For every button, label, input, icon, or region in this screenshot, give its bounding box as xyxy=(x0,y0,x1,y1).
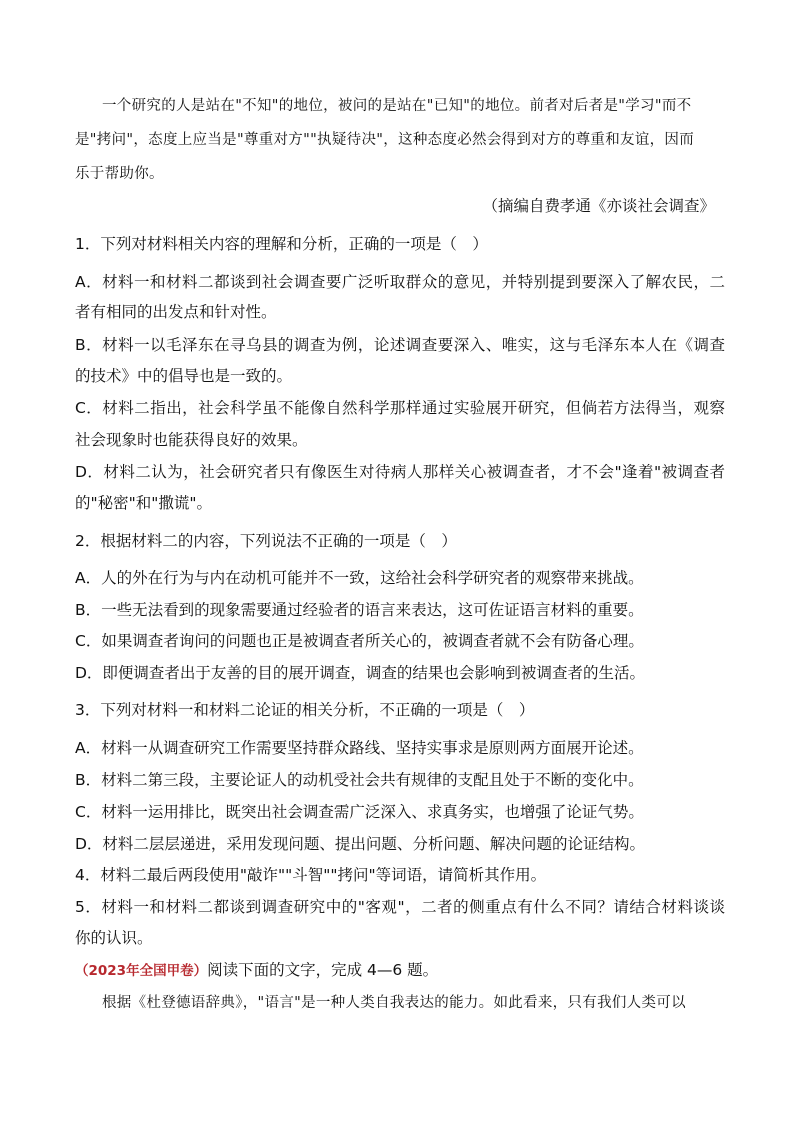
question-1-option-c-line-1: C．材料二指出，社会科学虽不能像自然科学那样通过实验展开研究，但倘若方法得当，观察 xyxy=(75,399,725,417)
next-passage-first-line: 根据《杜登德语辞典》，"语言"是一种人类自我表达的能力。如此看来，只有我们人类可以 xyxy=(102,995,686,1011)
question-1-option-a-line-2: 者有相同的出发点和针对性。 xyxy=(75,303,277,321)
question-3-option-a: A．材料一从调查研究工作需要坚持群众路线、坚持实事求是原则两方面展开论述。 xyxy=(75,739,644,757)
question-2-option-c: C．如果调查者询问的问题也正是被调查者所关心的，被调查者就不会有防备心理。 xyxy=(75,632,644,650)
question-3-option-d: D．材料二层层递进，采用发现问题、提出问题、分析问题、解决问题的论证结构。 xyxy=(75,835,645,853)
exam-source-tag: （2023年全国甲卷） xyxy=(75,963,208,979)
question-1-option-a-line-1: A．材料一和材料二都谈到社会调查要广泛听取群众的意见，并特别提到要深入了解农民，二 xyxy=(75,273,725,291)
question-1-option-b-line-2: 的技术》中的倡导也是一致的。 xyxy=(75,367,293,385)
question-2-option-d: D．即便调查者出于友善的目的展开调查，调查的结果也会影响到被调查者的生活。 xyxy=(75,664,645,682)
question-5-stem-line-1: 5．材料一和材料二都谈到调查研究中的"客观"，二者的侧重点有什么不同？请结合材料谈谈 xyxy=(75,898,725,916)
question-1-option-d-line-1: D．材料二认为，社会研究者只有像医生对待病人那样关心被调查者，才不会"逢着"被调查者 xyxy=(75,463,725,481)
question-1-stem: 1．下列对材料相关内容的理解和分析，正确的一项是（ ） xyxy=(75,235,488,253)
section-instruction: 阅读下面的文字，完成 4—6 题。 xyxy=(207,961,439,979)
question-3-stem: 3．下列对材料一和材料二论证的相关分析，不正确的一项是（ ） xyxy=(75,701,535,719)
material-para-line-2: 是"拷问"，态度上应当是"尊重对方""执疑待决"，这种态度必然会得到对方的尊重和友谊，因而 xyxy=(75,132,695,148)
question-2-option-a: A．人的外在行为与内在动机可能并不一致，这给社会科学研究者的观察带来挑战。 xyxy=(75,569,644,587)
question-1-option-d-line-2: 的"秘密"和"撒谎"。 xyxy=(75,494,213,512)
question-3-option-c: C．材料一运用排比，既突出社会调查需广泛深入、求真务实，也增强了论证气势。 xyxy=(75,803,644,821)
question-2-stem: 2．根据材料二的内容，下列说法不正确的一项是（ ） xyxy=(75,532,457,550)
question-5-stem-line-2: 你的认识。 xyxy=(75,929,153,947)
question-1-option-b-line-1: B．材料一以毛泽东在寻乌县的调查为例，论述调查要深入、唯实，这与毛泽东本人在《调查 xyxy=(75,336,725,354)
question-1-option-c-line-2: 社会现象时也能获得良好的效果。 xyxy=(75,431,308,449)
material-para-line-1: 一个研究的人是站在"不知"的地位，被问的是站在"已知"的地位。前者对后者是"学习"而不 xyxy=(102,98,692,114)
question-2-option-b: B．一些无法看到的现象需要通过经验者的语言来表达，这可佐证语言材料的重要。 xyxy=(75,601,644,619)
section-intro xyxy=(75,960,725,981)
question-4-stem: 4．材料二最后两段使用"敲诈""斗智""拷问"等词语，请简析其作用。 xyxy=(75,866,547,884)
material-para-line-3: 乐于帮助你。 xyxy=(75,166,164,182)
material-source: （摘编自费孝通《亦谈社会调查》 xyxy=(482,197,715,215)
question-3-option-b: B．材料二第三段，主要论证人的动机受社会共有规律的支配且处于不断的变化中。 xyxy=(75,771,644,789)
